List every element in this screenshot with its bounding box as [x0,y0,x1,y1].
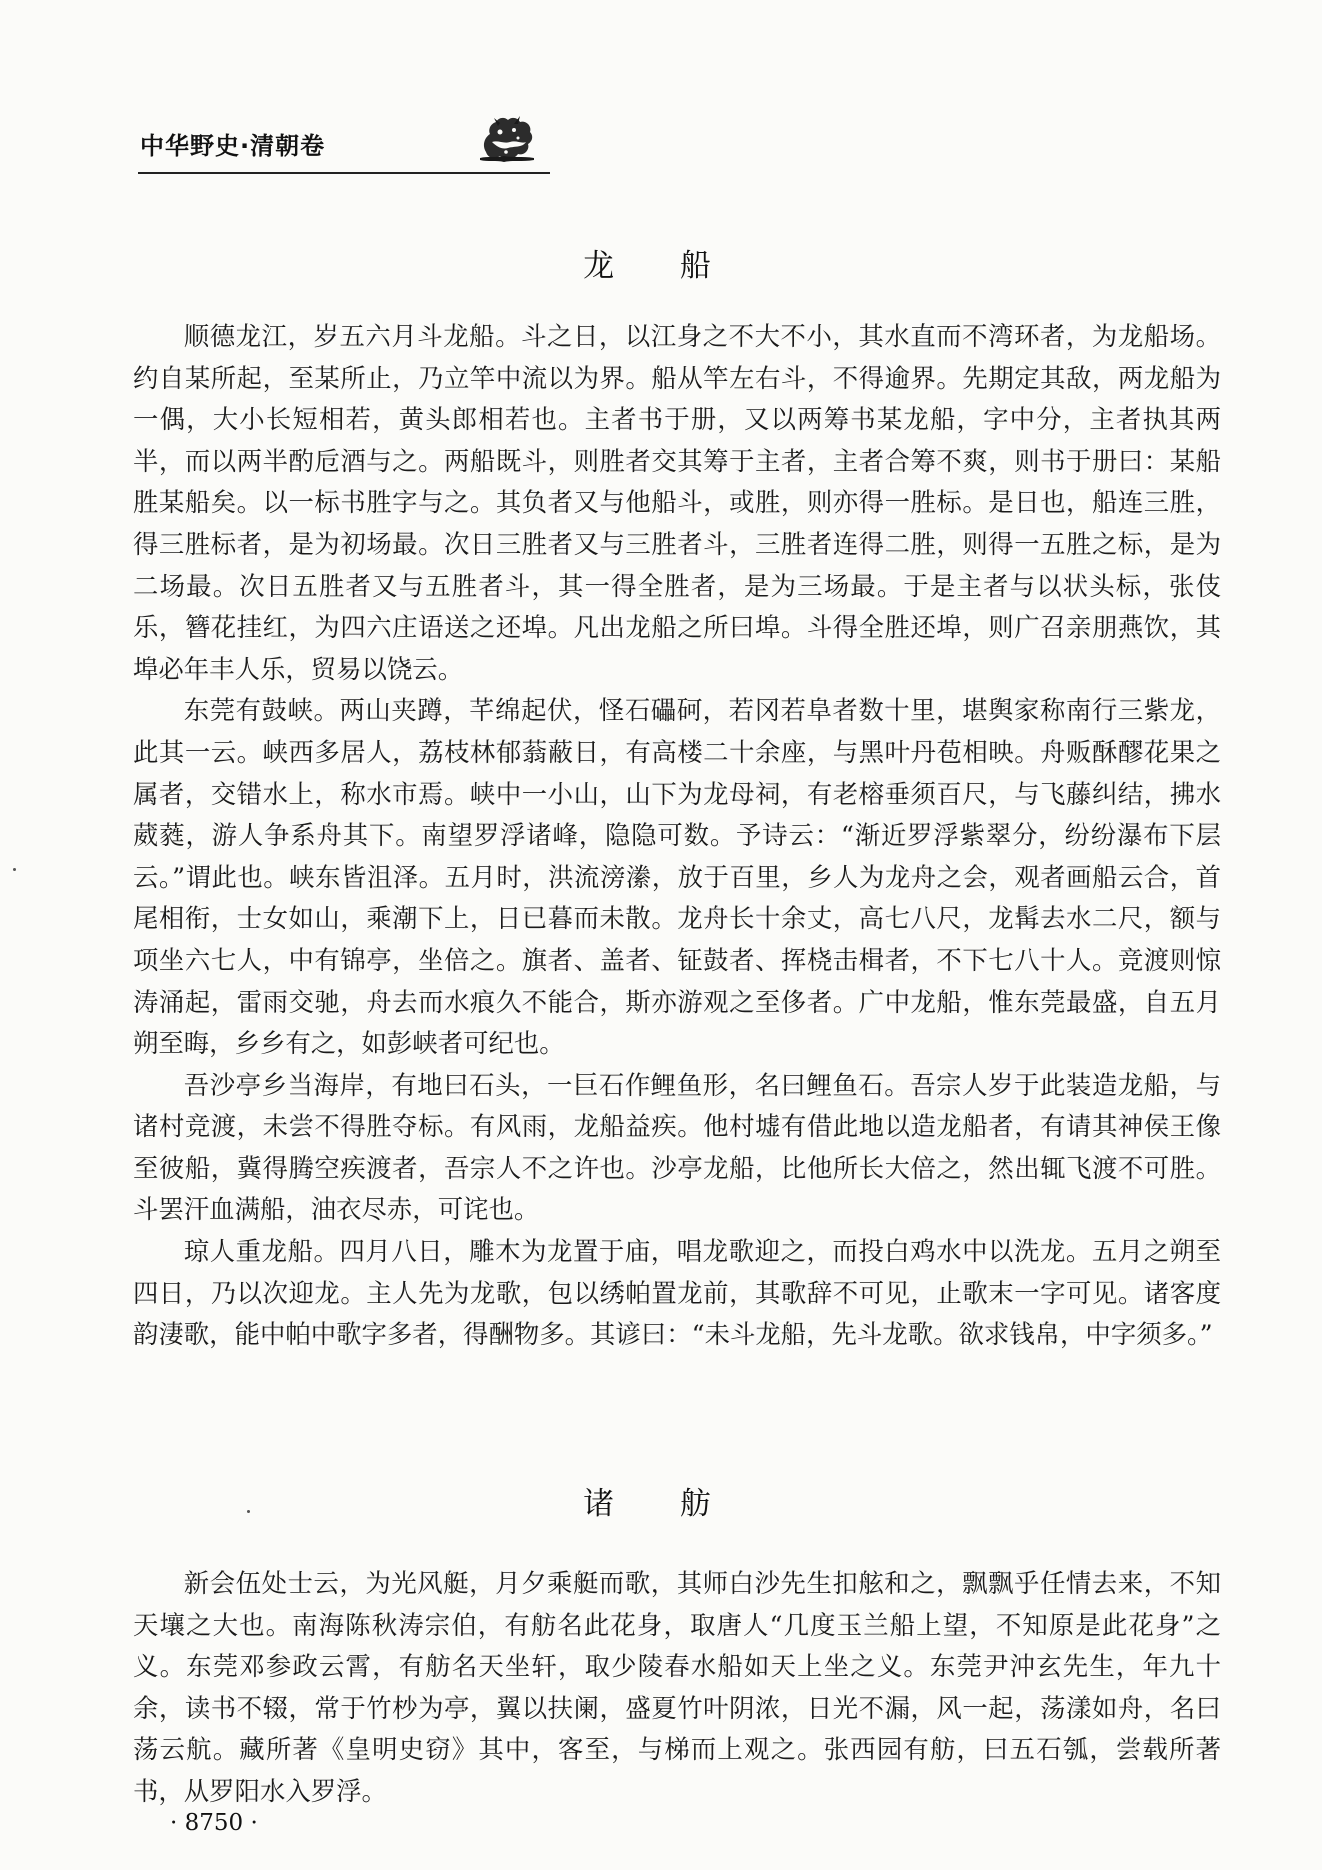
dragon-emblem-icon [478,112,536,164]
paragraph: 吾沙亭乡当海岸，有地曰石头，一巨石作鲤鱼形，名曰鲤鱼石。吾宗人岁于此装造龙船，与诸村竞渡，未尝不得胜夺标。有风雨，龙船益疾。他村墟有借此地以造龙船者，有请其神侯王像至彼船，冀得腾空疾渡者，吾宗人不之许也。沙亭龙船，比他所长大倍之，然出辄飞渡不可胜。斗罢汗血满船，油衣尽赤，可诧也。 [133,1069,1221,1225]
section-body [133,316,1221,1356]
scan-speck [247,1510,250,1513]
running-header [138,120,550,176]
page-number: · 8750 · [170,1810,258,1836]
scan-speck [13,868,16,871]
paragraph: 琼人重龙船。四月八日，雕木为龙置于庙，唱龙歌迎之，而投白鸡水中以洗龙。五月之朔至四日，乃以次迎龙。主人先为龙歌，包以绣帕置龙前，其歌辞不可见，止歌末一字可见。诸客度韵淒歌，能中帕中歌字多者，得酬物多。其谚曰：“未斗龙船，先斗龙歌。欲求钱帛，中字须多。” [133,1236,1221,1350]
paragraph: 新会伍处士云，为光风艇，月夕乘艇而歌，其师白沙先生扣舷和之，飘飘乎任情去来，不知天壤之大也。南海陈秋涛宗伯，有舫名此花身，取唐人“几度玉兰船上望，不知原是此花身”之义。东莞邓参政云霄，有舫名天坐轩，取少陵春水船如天上坐之义。东莞尹沖玄先生，年九十余，读书不辍，常于竹杪为亭，翼以扶阑，盛夏竹叶阴浓，日光不漏，风一起，荡漾如舟，名曰荡云航。藏所著《皇明史窃》其中，客至，与梯而上观之。张西园有舫，曰五石瓠，尝载所著书，从罗阳水入罗浮。 [133,1568,1221,1806]
section-title: 龙 船 [583,248,739,284]
book-title: 中华野史·清朝卷 [140,132,326,160]
section-title: 诸 舫 [583,1486,739,1522]
paragraph: 东莞有鼓峡。两山夹蹲，芊绵起伏，怪石礧砢，若冈若阜者数十里，堪舆家称南行三紫龙，此其一云。峡西多居人，荔枝林郁蓊蔽日，有高楼二十余座，与黑叶丹苞相映。舟贩酥醪花果之属者，交错水上，称水市焉。峡中一小山，山下为龙母祠，有老榕垂须百尺，与飞藤纠结，拂水葳蕤，游人争系舟其下。南望罗浮诸峰，隐隐可数。予诗云：“渐近罗浮紫翠分，纷纷瀑布下层云。”谓此也。峡东皆沮泽。五月时，洪流滂潫，放于百里，乡人为龙舟之会，观者画船云合，首尾相衔，士女如山，乘潮下上，日已暮而未散。龙舟长十余丈，高七八尺，龙髯去水二尺，额与项坐六七人，中有锦亭，坐倍之。旗者、盖者、钲鼓者、挥桡击楫者，不下七八十人。竞渡则惊涛涌起，雷雨交驰，舟去而水痕久不能合，斯亦游观之至侈者。广中龙船，惟东莞最盛，自五月朔至晦，乡乡有之，如彭峡者可纪也。 [133,695,1221,1059]
section-body [133,1563,1221,1813]
header-rule [138,172,550,174]
paragraph: 顺德龙江，岁五六月斗龙船。斗之日，以江身之不大不小，其水直而不湾环者，为龙船场。约自某所起，至某所止，乃立竿中流以为界。船从竿左右斗，不得逾界。先期定其敌，两龙船为一偶，大小长短相若，黄头郎相若也。主者书于册，又以两筹书某龙船，字中分，主者执其两半，而以两半酌卮酒与之。两船既斗，则胜者交其筹于主者，主者合筹不爽，则书于册曰：某船胜某船矣。以一标书胜字与之。其负者又与他船斗，或胜，则亦得一胜标。是日也，船连三胜，得三胜标者，是为初场最。次日三胜者又与三胜者斗，三胜者连得二胜，则得一五胜之标，是为二场最。次日五胜者又与五胜者斗，其一得全胜者，是为三场最。于是主者与以状头标，张伎乐，簪花挂红，为四六庄语送之还埠。凡出龙船之所曰埠。斗得全胜还埠，则广召亲朋燕饮，其埠必年丰人乐，贸易以饶云。 [133,321,1221,684]
